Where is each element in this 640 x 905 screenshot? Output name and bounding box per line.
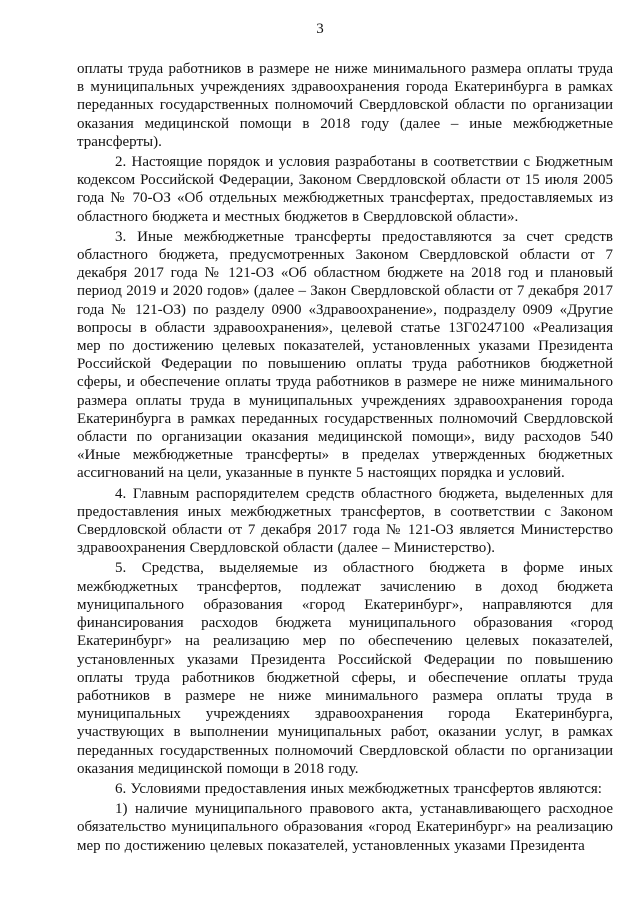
paragraph-3: 3. Иные межбюджетные трансферты предоставляются за счет средств областного бюджета, предусмотренных Законом Свердловской области от 7 декабря 2017 года № 121-ОЗ «Об областном бюджете на 2018 год и плановый период 2019 и 2020 годов» (далее – Закон Свердловской области от 7 декабря 2017 года № 121-ОЗ) по разделу 0900 «Здравоохранение», подразделу 0909 «Другие вопросы в области здравоохранения», целевой статье 13Г0247100 «Реализация мер по достижению целевых показателей, установленных указами Президента Российской Федерации по повышению оплаты труда работников бюджетной сферы, и обеспечение оплаты труда работников в размере не ниже минимального размера оплаты труда в муниципальных учреждениях здравоохранения города Екатеринбурга в рамках переданных государственных полномочий Свердловской области по организации оказания медицинской помощи», виду расходов 540 «Иные межбюджетные трансферты» в пределах утвержденных бюджетных ассигнований на цели, указанные в пункте 5 настоящих порядка и условий. xyxy=(77,228,613,482)
paragraph-4: 4. Главным распорядителем средств областного бюджета, выделенных для предоставления иных межбюджетных трансфертов, в соответствии с Законом Свердловской области от 7 декабря 2017 года № 121-ОЗ является Министерство здравоохранения Свердловской области (далее – Министерство). xyxy=(77,485,613,557)
paragraph-6-item-1: 1) наличие муниципального правового акта, устанавливающего расходное обязательство муниципального образования «город Екатеринбург» на реализацию мер по достижению целевых показателей, установленных указами Президента xyxy=(77,801,613,854)
document-body xyxy=(77,60,613,857)
page-number: 3 xyxy=(316,21,324,37)
paragraph-continuation: оплаты труда работников в размере не ниже минимального размера оплаты труда в муниципальных учреждениях здравоохранения города Екатеринбурга в рамках переданных государственных полномочий Свердловской области по организации оказания медицинской помощи в 2018 году (далее – иные межбюджетные трансферты). xyxy=(77,61,613,150)
paragraph-5: 5. Средства, выделяемые из областного бюджета в форме иных межбюджетных трансфертов, подлежат зачислению в доход бюджета муниципального образования «город Екатеринбург», направляются для финансирования расходов бюджета муниципального образования «город Екатеринбург» на реализацию мер по обеспечению целевых показателей, установленных указами Президента Российской Федерации по повышению оплаты труда работников бюджетной сферы, и обеспечение оплаты труда работников в размере не ниже минимального размера оплаты труда в муниципальных учреждениях здравоохранения города Екатеринбурга, участвующих в выполнении муниципальных работ, оказании услуг, в рамках переданных государственных полномочий Свердловской области по организации оказания медицинской помощи в 2018 году. xyxy=(77,560,613,777)
paragraph-6: 6. Условиями предоставления иных межбюджетных трансфертов являются: xyxy=(115,780,602,797)
paragraph-2: 2. Настоящие порядок и условия разработаны в соответствии с Бюджетным кодексом Российской Федерации, Законом Свердловской области от 15 июля 2005 года № 70-ОЗ «Об отдельных межбюджетных трансфертах, предоставляемых из областного бюджета и местных бюджетов в Свердловской области». xyxy=(77,154,613,225)
